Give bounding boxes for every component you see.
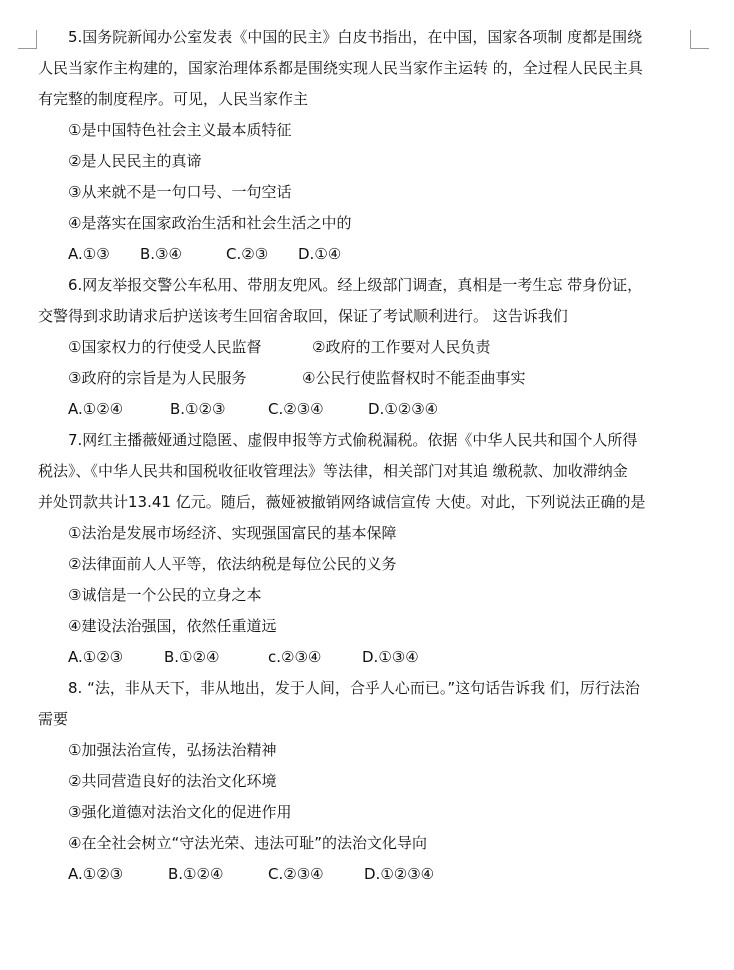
statement-item: ②共同营造良好的法治文化环境 <box>68 772 277 790</box>
option-d: D.①②③④ <box>364 865 435 883</box>
statement-item: ④是落实在国家政治生活和社会生活之中的 <box>68 214 352 232</box>
question-stem-line: 交警得到求助请求后护送该考生回宿舍取回，保证了考试顺利进行。 这告诉我们 <box>38 307 568 325</box>
option-a: A.①②④ <box>68 400 124 418</box>
statement-item: ③诚信是一个公民的立身之本 <box>68 586 262 604</box>
statement-item: ①是中国特色社会主义最本质特征 <box>68 121 292 139</box>
statement-item: ②法律面前人人平等，依法纳税是每位公民的义务 <box>68 555 397 573</box>
answer-options <box>38 239 710 270</box>
question-stem-line: 7.网红主播薇娅通过隐匿、虚假申报等方式偷税漏税。依据《中华人民共和国个人所得 <box>68 431 638 449</box>
option-a: A.①②③ <box>68 648 124 666</box>
statement-item: ④在全社会树立“守法光荣、违法可耻”的法治文化导向 <box>68 834 427 852</box>
statement-item: ③强化道德对法治文化的促进作用 <box>68 803 292 821</box>
question-stem-line: 税法》、《中华人民共和国税收征收管理法》等法律，相关部门对其追 缴税款、加收滞纳金 <box>38 462 628 480</box>
option-b: B.①②④ <box>168 865 224 883</box>
question-stem-line: 8. “法，非从天下，非从地出，发于人间，合乎人心而已。”这句话告诉我 们，厉行法治 <box>68 679 640 697</box>
statement-item: ③从来就不是一句口号、一句空话 <box>68 183 292 201</box>
option-b: B.③④ <box>140 245 182 263</box>
document-body <box>38 22 710 890</box>
statement-item: ①国家权力的行使受人民监督 <box>68 338 262 356</box>
page-corner-mark-left <box>18 30 37 49</box>
question-stem-line: 有完整的制度程序。可见，人民当家作主 <box>38 90 309 108</box>
statement-item: ②是人民民主的真谛 <box>68 152 202 170</box>
option-a: A.①②③ <box>68 865 124 883</box>
statement-item: ④公民行使监督权时不能歪曲事实 <box>302 369 526 387</box>
option-b: B.①②④ <box>164 648 220 666</box>
statement-item: ②政府的工作要对人民负责 <box>312 338 491 356</box>
statement-item: ④建设法治强国，依然任重道远 <box>68 617 277 635</box>
statement-item: ③政府的宗旨是为人民服务 <box>68 369 247 387</box>
answer-options <box>38 394 710 425</box>
option-b: B.①②③ <box>170 400 226 418</box>
option-c: C.②③④ <box>268 865 324 883</box>
question-5 <box>38 22 710 270</box>
question-stem-line: 5.国务院新闻办公室发表《中国的民主》白皮书指出，在中国，国家各项制 度都是围绕 <box>68 28 643 46</box>
option-d: D.①②③④ <box>368 400 439 418</box>
option-c: C.②③ <box>226 245 269 263</box>
option-c: c.②③④ <box>268 648 322 666</box>
statement-item-row <box>38 363 710 394</box>
answer-options <box>38 642 710 673</box>
statement-item-row <box>38 332 710 363</box>
option-c: C.②③④ <box>268 400 324 418</box>
question-stem-line: 人民当家作主构建的，国家治理体系都是围绕实现人民当家作主运转 的，全过程人民民主具 <box>38 59 643 77</box>
question-stem-line: 需要 <box>38 710 69 728</box>
question-7 <box>38 425 710 673</box>
question-8 <box>38 673 710 890</box>
question-stem-line: 6.网友举报交警公车私用、带朋友兜风。经上级部门调查，真相是一考生忘 带身份证， <box>68 276 643 294</box>
answer-options <box>38 859 710 890</box>
question-stem-line: 并处罚款共计13.41 亿元。随后，薇娅被撤销网络诚信宣传 大使。对此，下列说法正确的是 <box>38 493 646 511</box>
option-a: A.①③ <box>68 245 110 263</box>
statement-item: ①法治是发展市场经济、实现强国富民的基本保障 <box>68 524 397 542</box>
option-d: D.①④ <box>298 245 342 263</box>
statement-item: ①加强法治宣传，弘扬法治精神 <box>68 741 277 759</box>
option-d: D.①③④ <box>362 648 419 666</box>
question-6 <box>38 270 710 425</box>
